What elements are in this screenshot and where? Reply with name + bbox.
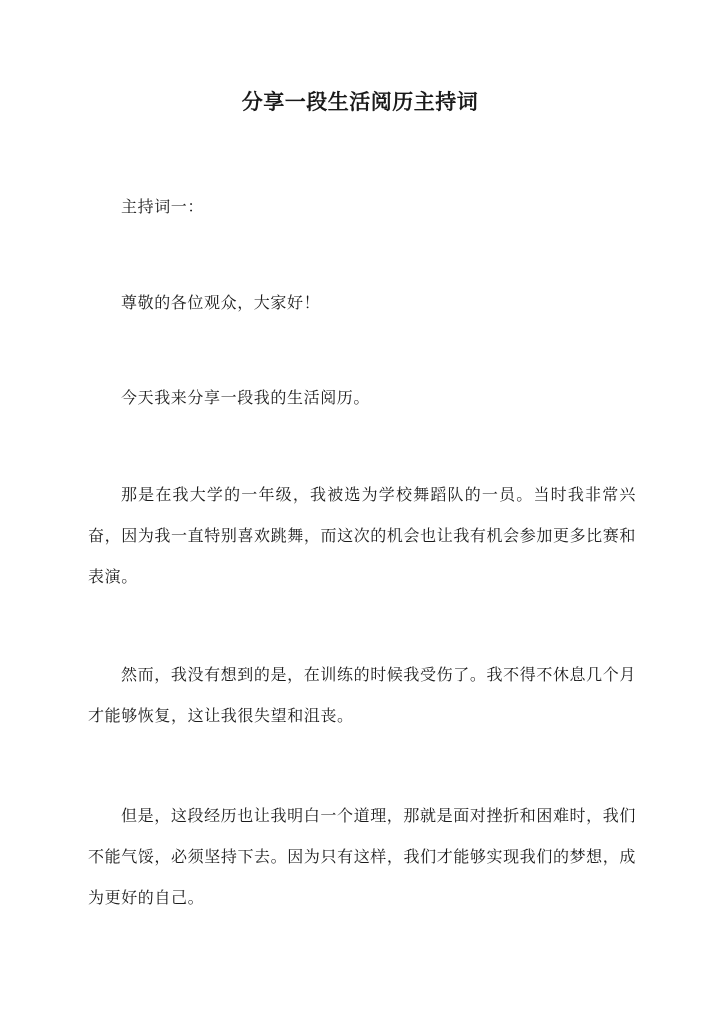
paragraph-greeting: 尊敬的各位观众，大家好！ [121, 293, 321, 312]
paragraph-lesson: 但是，这段经历也让我明白一个道理，那就是面对挫折和困难时，我们不能气馁，必须坚持下去。因为只有这样，我们才能够实现我们的梦想，成为更好的自己。 [88, 806, 636, 907]
paragraph-intro: 今天我来分享一段我的生活阅历。 [121, 388, 371, 407]
document-title: 分享一段生活阅历主持词 [241, 89, 479, 114]
paragraph-host-label: 主持词一： [121, 197, 205, 216]
paragraph-dance-team: 那是在我大学的一年级，我被选为学校舞蹈队的一员。当时我非常兴奋，因为我一直特别喜欢跳舞，而这次的机会也让我有机会参加更多比赛和表演。 [88, 485, 636, 586]
paragraph-injury: 然而，我没有想到的是，在训练的时候我受伤了。我不得不休息几个月才能够恢复，这让我很失望和沮丧。 [88, 665, 636, 725]
